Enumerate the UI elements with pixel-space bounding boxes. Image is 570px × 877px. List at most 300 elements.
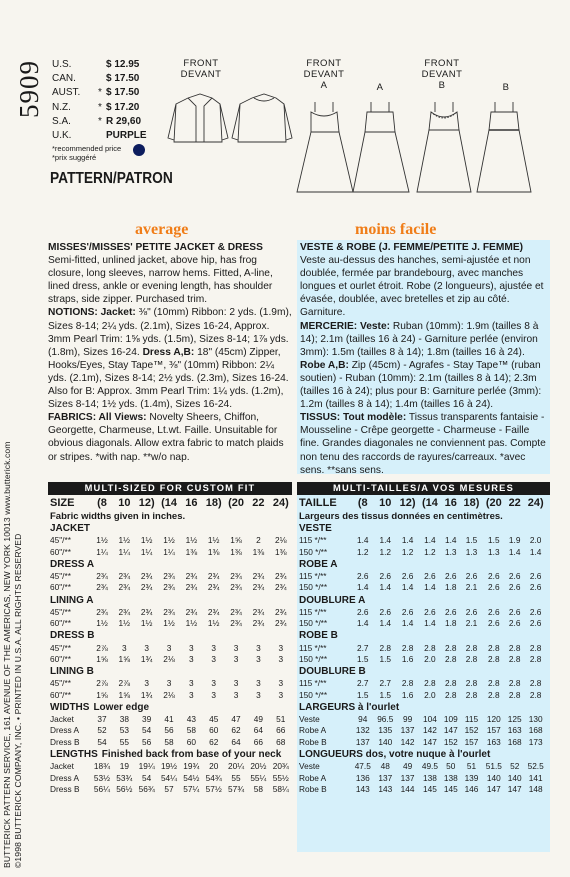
yardage-cell: 2¾ [140,570,153,581]
lengths-title: LENGTHS [50,749,98,761]
yardage-cell: 2.7 [379,678,392,689]
size-cell: (8 [97,496,107,509]
table-row [299,678,547,689]
length-cell: 20¼ [227,761,245,772]
table-row [299,571,547,582]
width-cell: 64 [253,725,263,736]
yardage-cell: 1⅜ [230,546,242,557]
yardage-cell: 1⅝ [230,535,242,546]
garment-label: Jacket [50,761,74,772]
yardage-cell: 2¾ [140,582,153,593]
yardage-cell: 2.6 [488,606,500,617]
yardage-cell: 3 [211,689,217,700]
yardage-cell: 1½ [96,618,108,629]
yardage-cell: 1.3 [488,546,500,557]
french-desc-text: Veste au-dessus des hanches, semi-ajustée et non doublée, fermée par brandebourg, avec manches longues et ourlet étroit. Robe (2 longueurs), ajustée et évasée, doublée, avec bretelles et zip au côté. Garniture. [300,255,544,319]
yardage-cell: 2.8 [445,689,457,700]
yardage-cell: 1⅝ [118,689,131,700]
yardage-cell: 2.6 [356,606,369,617]
width-cell: 45 [209,714,219,725]
yardage-cell: 2.8 [529,678,542,689]
fabric-width: 60"/** [50,653,71,664]
length-cell: 55¼ [250,772,267,783]
yardage-cell: 2.8 [508,678,521,689]
price-row [52,58,186,72]
price-mark: * [98,115,102,127]
devant-label: DEVANT [180,69,222,80]
length-cell: 18¾ [93,761,111,772]
yardage-cell: 2 [256,535,261,546]
garment-label: Veste [299,714,320,725]
price-country: AUST. [52,87,81,99]
yardage-cell: 3 [211,678,217,689]
yardage-cell: 3 [278,689,284,700]
fabric-width: 115 */** [299,570,327,581]
width-cell: 60 [186,736,196,747]
notions-dress-text: 18" (45cm) Zipper, Hooks/Eyes, Stay Tape™, ⅜" (10mm) Ribbon: 2¼ yds. (2.1m), Sizes 8-14; 2½ yds. (2.3m), Sizes 16-24. Also for B: Approx. 3mm Pearl Trim: 1¼ yds. (1.2m), Sizes 8-14; 1½ yds. (1.4m), Sizes 16-24. [48,346,289,411]
fabric-width: 60"/** [50,689,71,700]
length-cell: 146 [464,784,479,795]
yardage-cell: 1.5 [379,653,392,664]
yardage-cell: 1.3 [465,546,478,557]
yardage-cell: 1.4 [379,618,392,629]
difficulty-fr: moins facile [355,221,437,238]
yardage-cell: 2.6 [508,570,521,581]
width-cell: 56 [142,736,152,747]
length-cell: 58 [253,784,263,795]
length-cell: 50 [446,761,456,772]
yardage-cell: 2.8 [529,653,542,664]
notions-jacket-text: ⅜" (10mm) Ribbon: 2 yds. (1.9m), Sizes 8-14; 2¼ yds. (2.1m), Sizes 16-24, Approx. 3mm Pearl Trim: 1⅝ yds. (1.5m), Sizes 8-14; 1⅞ yds. (1.8m), Sizes 16-24. [48,307,292,358]
length-cell: 19¼ [138,761,155,772]
yardage-cell: 1.5 [465,535,478,546]
price-country: U.K. [52,130,72,142]
fabric-width: 150 */** [299,618,328,629]
table-row [50,737,292,748]
width-cell: 53 [119,725,129,736]
yardage-cell: 2.8 [465,653,478,664]
yardage-cell: 2¾ [207,582,220,593]
fabric-width: 115 */** [299,678,327,689]
length-cell: 53¾ [116,772,133,783]
length-cell: 140 [507,772,522,783]
yardage-cell: 2¾ [252,618,265,629]
yardage-cell: 2.6 [529,570,542,581]
section-row [50,665,292,678]
price-mark [98,72,106,86]
garment-label: Dress B [50,736,80,747]
yardage-cell: 2⅛ [163,653,175,664]
size-cell: (14 [421,496,438,509]
yardage-cell: 2¾ [275,582,287,593]
yardage-cell: 1¼ [118,546,131,557]
size-cell: 22 [252,496,265,509]
section-row [50,594,292,607]
table-row [50,535,292,546]
yardage-cell: 2¾ [275,618,287,629]
table-row [299,714,547,725]
yardage-cell: 1½ [185,535,198,546]
table-row [50,618,292,629]
garment-label: Dress B [50,784,80,795]
yardage-cell: 3 [256,678,261,689]
table-row [50,582,292,593]
yardage-cell: 3 [166,678,172,689]
yardage-cell: 1.9 [508,535,521,546]
length-cell: 19½ [160,761,178,772]
notions-dress-heading: Dress A,B: [142,346,195,358]
size-cell: 18) [205,496,222,509]
table-row [50,546,292,557]
width-cell: 37 [97,714,107,725]
garment-label: Robe A [299,772,327,783]
yardage-cell: 1.5 [356,653,369,664]
yardage-cell: 2¾ [163,570,175,581]
table-row [299,642,547,653]
length-cell: 47.5 [354,761,371,772]
yardage-cell: 1½ [118,618,131,629]
width-cell: 62 [231,725,241,736]
pattern-label: PATTERN/PATRON [50,170,173,187]
length-cell: 54½ [183,772,200,783]
length-cell: 57¼ [183,784,200,795]
yardage-cell: 1.4 [445,535,457,546]
width-cell: 173 [528,736,543,747]
publisher-address: BUTTERICK PATTERN SERVICE, 161 AVENUE OF THE AMERICAS, NEW YORK 10013 www.butterick.com [2,441,12,868]
yardage-cell: 1.5 [356,689,369,700]
width-cell: 132 [355,725,370,736]
yardage-cell: 1⅝ [96,653,108,664]
width-cell: 54 [142,725,152,736]
yardage-cell: 2¾ [252,582,265,593]
width-cell: 135 [378,725,393,736]
yardage-cell: 2⅛ [163,689,175,700]
yardage-cell: 1½ [140,618,153,629]
width-cell: 147 [443,725,458,736]
fr-yardage-table [299,496,547,795]
fabric-width: 45"/** [50,678,71,689]
view-a-label: A [320,80,328,91]
mercerie-heading: MERCERIE: Veste: [300,320,391,332]
yardage-cell: 2.6 [529,618,542,629]
fabrics-text: Novelty Sheers, Chiffon, Georgette, Charmeuse, Lt.wt. Faille. Unsuitable for obvious diagonals. Allow extra fabric to match plaids or stripes. *with nap. **w/o nap. [48,412,284,463]
en-table-band: MULTI-SIZED FOR CUSTOM FIT [48,482,292,495]
price-notes [52,145,121,162]
yardage-cell: 2.6 [529,582,542,593]
yardage-cell: 1.4 [401,535,414,546]
length-cell: 57½ [205,784,222,795]
yardage-cell: 2.8 [401,678,414,689]
size-cell: (20 [485,496,502,509]
mercerie-veste-text: Ruban (10mm): 1.9m (tailles 8 à 14); 2.1m (tailles 16 à 24) - Garniture perlée (environ 3mm): 1.5m (tailles 8 à 14); 1.8m (tailles 16 à 24). [300,320,539,358]
fabric-width: 45"/** [50,535,71,546]
yardage-cell: 2.6 [508,582,521,593]
yardage-cell: 2.6 [379,606,392,617]
width-cell: 152 [464,725,479,736]
length-cell: 56½ [116,784,133,795]
garment-label: Robe B [299,736,327,747]
length-cell: 55½ [272,772,289,783]
width-cell: 142 [422,725,437,736]
length-cell: 48 [380,761,390,772]
size-cell: 22 [508,496,521,509]
length-cell: 147 [486,784,501,795]
lengths-heading-row [299,748,547,761]
yardage-cell: 1.4 [424,582,436,593]
section-name: JACKET [50,523,91,534]
size-cell: (8 [357,496,368,509]
yardage-cell: 2¾ [118,570,131,581]
length-cell: 19¾ [183,761,200,772]
fabric-width: 60"/** [50,546,71,557]
yardage-cell: 1½ [163,618,175,629]
section-row [299,522,547,535]
yardage-cell: 2¾ [163,606,175,617]
yardage-cell: 1⅜ [252,546,265,557]
price-value: R 29,60 [106,115,142,127]
garment-label: Robe A [299,725,327,736]
fabric-width: 60"/** [50,582,71,593]
yardage-cell: 2¾ [96,570,108,581]
yardage-cell: 1½ [118,535,131,546]
yardage-cell: 2⅞ [118,678,131,689]
section-row [299,665,547,678]
width-cell: 163 [507,725,522,736]
fr-table-band: MULTI-TAILLES/A VOS MESURES [297,482,550,495]
yardage-cell: 2.8 [401,642,414,653]
yardage-cell: 2.8 [508,689,521,700]
fabrics-heading: FABRICS: All Views: [48,412,147,424]
yardage-cell: 1½ [207,618,220,629]
size-label: TAILLE [299,496,337,509]
yardage-cell: 1.4 [529,546,542,557]
yardage-cell: 2.6 [465,570,478,581]
fabric-width: 60"/** [50,618,71,629]
yardage-cell: 3 [278,642,284,653]
length-cell: 53½ [93,772,111,783]
french-description [300,241,547,477]
table-row [299,546,547,557]
length-cell: 136 [355,772,370,783]
table-row [50,607,292,618]
difficulty-en: average [135,221,189,238]
width-cell: 55 [119,736,129,747]
section-row [50,629,292,642]
lengths-sub: Finished back from base of your neck [101,749,282,761]
yardage-cell: 2.0 [529,535,542,546]
price-mark [98,58,106,72]
table-row [50,761,292,772]
size-cell: 12) [399,496,416,509]
yardage-cell: 1¼ [96,546,108,557]
tissus-text: Tissus transparents fantaisie - Mousseline - Crêpe georgette - Charmeuse - Faille fine. Grandes diagonales ne conviennent pas. Compte non tenu des raccords de rayures/carreaux. *avec sens. **sans sens. [300,412,546,476]
section-name: DRESS A [50,558,95,570]
english-title: MISSES'/MISSES' PETITE JACKET & DRESS [48,242,263,253]
yardage-cell: 2¾ [230,618,242,629]
length-cell: 138 [422,772,437,783]
size-cell: 10 [379,496,392,509]
yardage-cell: 2.6 [488,618,500,629]
width-cell: 137 [400,725,415,736]
yardage-cell: 1½ [96,535,108,546]
length-cell: 52 [510,761,520,772]
yardage-cell: 1.4 [356,618,369,629]
length-cell: 49 [402,761,413,772]
widths-title: LARGEURS à l'ourlet [299,701,400,713]
yardage-cell: 2.8 [424,642,436,653]
size-cell: 16 [444,496,457,509]
yardage-cell: 1½ [207,535,220,546]
lengths-title: LONGUEURS dos, votre nuque à l'ourlet [299,749,491,761]
section-row [299,629,547,642]
length-cell: 143 [355,784,370,795]
mercerie-robe-text: Zip (45cm) - Agrafes - Stay Tape™ (ruban soutien) - Ruban (10mm): 2.1m (tailles 8 à 14); 2.3m (tailles 16 à 24); plus pour B: Garniture perlée (3mm): 1.2m (tailles 8 à 14); 1.4m (tailles 16 à 24). [300,359,542,411]
length-cell: 138 [443,772,458,783]
yardage-cell: 2.8 [445,642,457,653]
yardage-cell: 2¾ [252,570,265,581]
yardage-cell: 2.1 [465,582,478,593]
yardage-cell: 1½ [140,535,153,546]
width-cell: 58 [186,725,196,736]
width-cell: 168 [528,725,543,736]
length-cell: 143 [378,784,393,795]
widths-sub: Lower edge [93,701,150,713]
length-cell: 51.5 [485,761,502,772]
notions-heading: NOTIONS: Jacket: [48,307,136,319]
yardage-cell: 1½ [163,535,175,546]
yardage-cell: 3 [122,642,127,653]
copyright-side-text [2,441,24,868]
table-row [299,618,547,629]
fabric-width: 150 */** [299,653,328,664]
yardage-cell: 1.4 [379,535,392,546]
english-description [48,241,294,464]
yardage-cell: 1¼ [163,546,175,557]
yardage-cell: 2.6 [488,582,500,593]
length-cell: 56¾ [138,784,155,795]
size-cell: (14 [161,496,177,509]
yardage-cell: 2.6 [401,606,414,617]
length-cell: 139 [464,772,479,783]
en-yardage-table [50,496,292,795]
yardage-cell: 2¾ [140,606,153,617]
yardage-cell: 2⅞ [96,642,108,653]
yardage-cell: 3 [256,653,261,664]
price-note-en: *recommended price [52,144,122,153]
yardage-cell: 1⅜ [207,546,220,557]
length-cell: 20¾ [272,761,289,772]
yardage-cell: 1⅜ [275,546,287,557]
view-label-jacket [172,58,230,80]
table-row [299,535,547,546]
widths-heading-row [299,701,547,714]
yardage-cell: 2.6 [379,570,392,581]
length-cell: 57¾ [227,784,245,795]
width-cell: 120 [486,714,501,725]
yardage-cell: 1.4 [356,535,369,546]
table-row [299,784,547,795]
view-label-dress-b-front [413,58,471,91]
front-label: FRONT [306,58,342,69]
yardage-cell: 1.4 [401,618,414,629]
yardage-cell: 2.7 [356,678,369,689]
lengths-heading [299,748,547,761]
length-cell: 144 [400,784,415,795]
width-cell: 43 [186,714,196,725]
length-cell: 140 [486,772,501,783]
length-cell: 137 [400,772,415,783]
yardage-cell: 2.8 [445,678,457,689]
table-row [299,690,547,701]
dress-drawings [295,98,545,198]
section-name: DOUBLURE B [299,666,366,678]
width-cell: 142 [400,736,415,747]
price-country: U.S. [52,59,72,70]
yardage-cell: 1⅝ [96,689,108,700]
width-cell: 38 [119,714,129,725]
yardage-cell: 2.6 [356,570,369,581]
fabric-width: 150 */** [299,546,328,557]
table-row [50,654,292,665]
fabric-width: 150 */** [299,582,328,593]
length-cell: 141 [528,772,543,783]
width-cell: 66 [276,725,286,736]
yardage-cell: 2.6 [508,618,521,629]
width-note-row [299,510,547,522]
yardage-cell: 3 [211,653,217,664]
width-cell: 96.5 [377,714,394,725]
price-country: S.A. [52,115,71,127]
length-cell: 54 [142,772,152,783]
yardage-cell: 3 [256,642,261,653]
garment-label: Dress A [50,725,80,736]
yardage-cell: 1.2 [401,546,414,557]
section-name: ROBE B [299,630,338,642]
length-cell: 58¼ [272,784,289,795]
fabric-width: 115 */** [299,606,327,617]
length-cell: 145 [422,784,437,795]
yardage-cell: 1¾ [140,689,153,700]
yardage-cell: 2¾ [163,582,175,593]
length-cell: 20½ [250,761,267,772]
yardage-cell: 3 [278,653,284,664]
section-name: DOUBLURE A [299,594,366,606]
yardage-cell: 2.0 [424,689,436,700]
yardage-cell: 1.8 [445,618,457,629]
lengths-heading-row [50,748,292,761]
width-cell: 140 [378,736,393,747]
pattern-number: 5909 [14,60,44,118]
length-cell: 55 [231,772,241,783]
yardage-cell: 1.2 [356,546,369,557]
fabric-width: 45"/** [50,642,71,653]
yardage-cell: 2.8 [488,689,500,700]
width-cell: 47 [231,714,241,725]
section-row [50,558,292,571]
length-cell: 54¼ [160,772,178,783]
width-cell: 68 [276,736,286,747]
yardage-cell: 3 [166,642,172,653]
size-cell: 12) [138,496,155,509]
yardage-cell: 3 [256,689,261,700]
yardage-cell: 2¾ [275,570,287,581]
yardage-cell: 2.6 [401,570,414,581]
widths-heading-row [50,701,292,714]
view-label-dress-a-back: A [376,82,384,93]
yardage-cell: 2¾ [230,582,242,593]
size-cell: 18) [463,496,480,509]
length-cell: 137 [378,772,393,783]
